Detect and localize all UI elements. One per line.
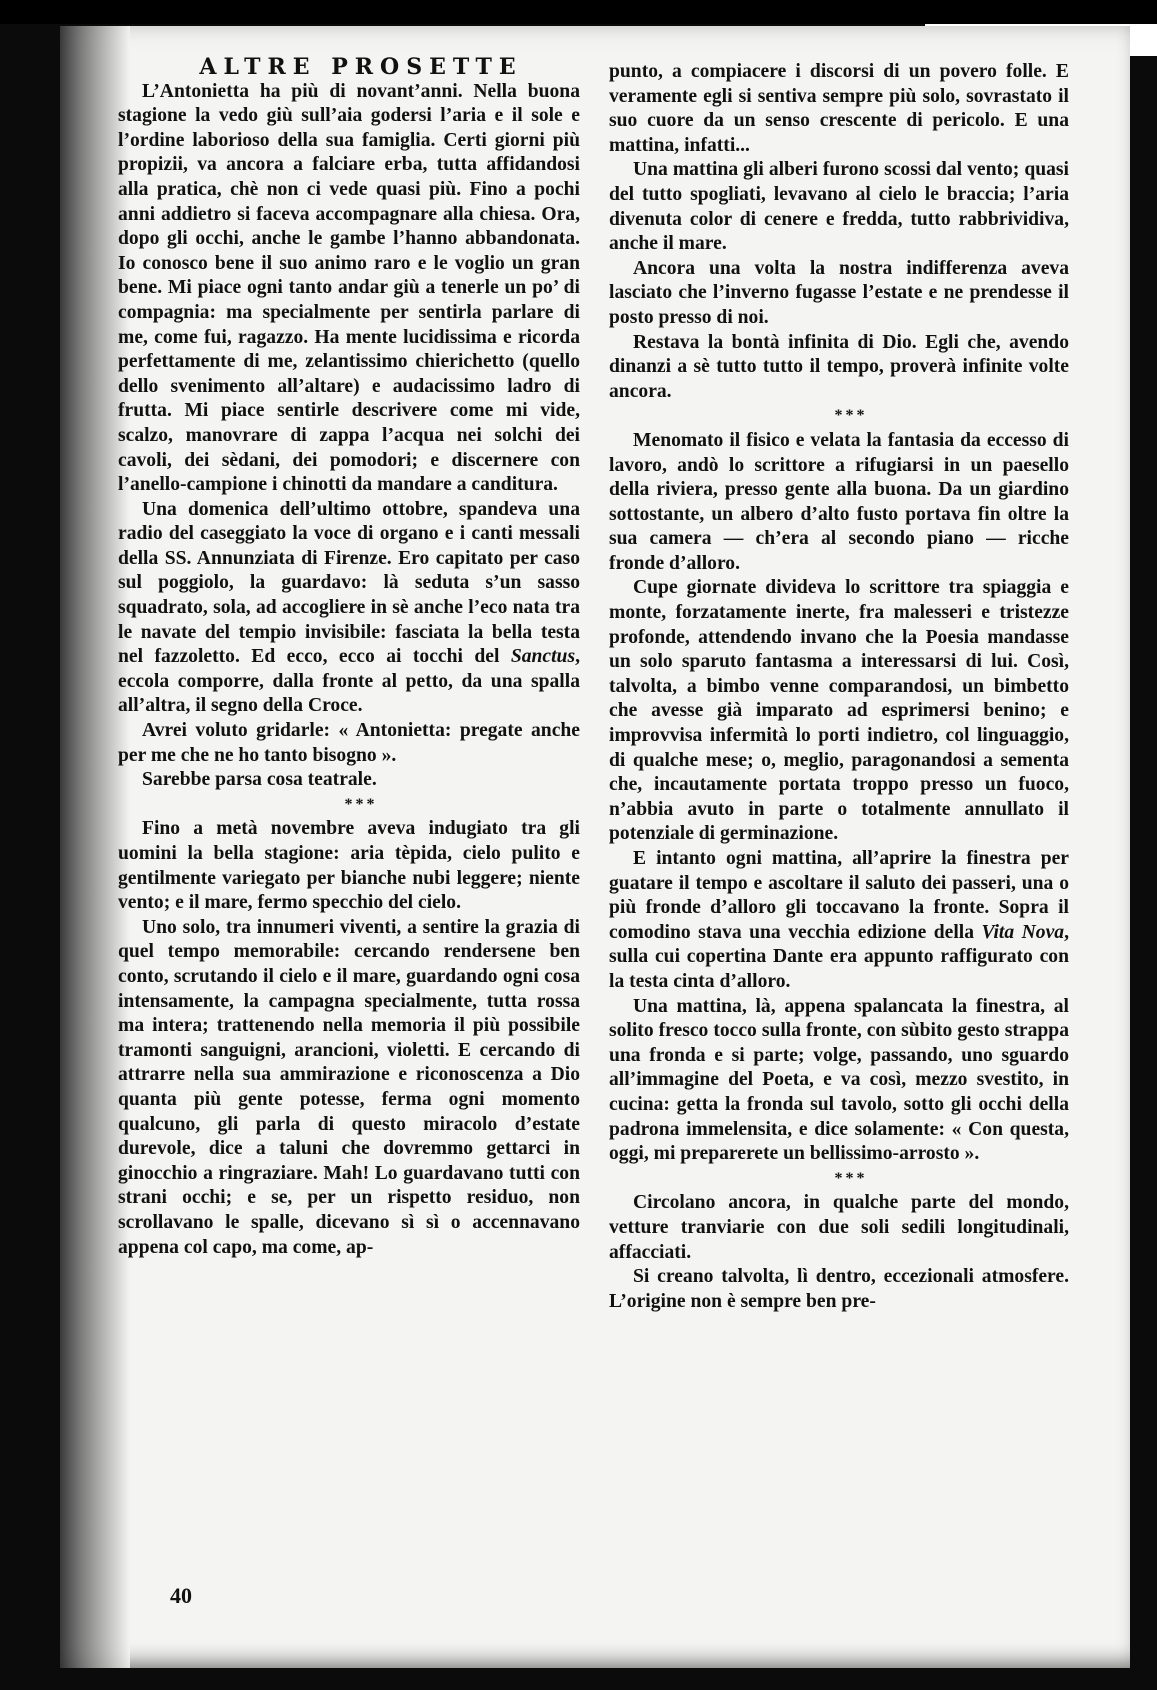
- italic-title: Sanctus: [510, 646, 576, 668]
- page-number: 40: [170, 1583, 192, 1608]
- paragraph-text: , eccola comporre, dalla fronte al petto, da una spalla all’altra, il segno della Croce.: [118, 646, 580, 717]
- paragraph: Una mattina gli alberi furono scossi dal vento; quasi del tutto spogliati, levavano al cielo le braccia; l’aria divenuta color di cenere e fredda, tutto rabbrividiva, anche il mare.: [609, 159, 1069, 255]
- paragraph: Ancora una volta la nostra indifferenza aveva lasciato che l’inverno fugasse l’estate e ne prendesse il posto presso di noi.: [609, 257, 1069, 328]
- paragraph: [118, 498, 580, 719]
- paragraph: Cupe giornate divideva lo scrittore tra spiaggia e monte, forzatamente inerte, fra malesseri e tristezze profonde, attendendo invano che la Poesia mandasse un solo sparuto fantasma a interessarsi di lui. Così, talvolta, a bimbo venne comparandosi, un bimbetto che avesse già imparato ad esprimersi benino; e improvvisa infermità lo porti indietro, col linguaggio, di qualche mese; o, meglio, paragonandosi a sementa che, incautamente portata troppo presso un fuoco, n’abbia avuto in parte o totalmente annullato il potenziale di germinazione.: [609, 577, 1069, 845]
- paragraph: L’Antonietta ha più di novant’anni. Nella buona stagione la vedo giù sull’aia godersi l’aria e il sole e l’ordine laborioso della sua famiglia. Certi giorni più propizii, va ancora a falciare erba, tutta affidandosi alla pratica, chè non ci vede quasi più. Fino a pochi anni addietro si faceva accompagnare alla chiesa. Ora, dopo gli occhi, anche le gambe l’hanno abbandonata. Io conosco bene il suo animo raro e le voglio un gran bene. Mi piace ogni tanto andar giù a tenerle un po’ di compagnia: ma specialmente per sentirla parlare di me, come fui, ragazzo. Ha mente lucidissima e ricorda perfettamente di me, zelantissimo chierichetto (quello dello svenimento all’altare) e audacissimo ladro di frutta. Mi piace sentirle descrivere come mi vide, scalzo, manovrare di zappa l’acqua nei solchi dei cavoli, dei sèdani, dei pomodori; e discernere con l’anello-campione i chinotti da mandare a canditura.: [118, 80, 580, 496]
- paragraph: Una mattina, là, appena spalancata la finestra, al solito fresco tocco sulla fronte, con sùbito gesto strappa una fronda e si parte; volge, passando, uno sguardo all’immagine del Poeta, e va così, mezzo svestito, in cucina: getta la fronda sul tavolo, sotto gli occhi della padrona immelensita, e dice solamente: « Con questa, oggi, mi preparerete un bellissimo-arrosto ».: [609, 995, 1069, 1165]
- paragraph-text: Una domenica dell’ultimo ottobre, spandeva una radio del caseggiato la voce di organo e i canti messali della SS. Annunziata di Firenze. Ero capitato per caso sul poggiolo, la guardavo: là seduta s’un sasso squadrato, sola, ad accogliere in sè anche l’eco nata tra le navate del tempio invisibile: fasciata la bella testa nel fazzoletto. Ed ecco, ecco ai tocchi del: [118, 498, 580, 668]
- paragraph: Menomato il fisico e velata la fantasia da eccesso di lavoro, andò lo scrittore a rifugiarsi in un paesello della riviera, presso gente alla buona. Da un giardino sottostante, un albero d’alto fusto portava fin oltre la sua camera — ch’era al secondo piano — ricche fronde d’alloro.: [609, 429, 1069, 574]
- scan-border-top: [0, 0, 1157, 24]
- paragraph: Fino a metà novembre aveva indugiato tra gli uomini la bella stagione: aria tèpida, cielo pulito e gentilmente variegato per bianche nubi leggere; niente vento; e il mare, fermo specchio del cielo.: [118, 818, 580, 914]
- left-column: [118, 55, 580, 1260]
- paragraph: Circolano ancora, in qualche parte del mondo, vetture tranviarie con due soli sedili longitudinali, affacciati.: [609, 1192, 1069, 1263]
- section-heading: ALTRE PROSETTE: [199, 54, 523, 80]
- paragraph-text: , sulla cui copertina Dante era appunto raffigurato con la testa cinta d’alloro.: [609, 921, 1069, 992]
- paragraph: Sarebbe parsa cosa teatrale.: [142, 769, 377, 791]
- section-separator: ***: [344, 795, 378, 813]
- paragraph: punto, a compiacere i discorsi di un povero folle. E veramente egli si sentiva sempre più solo, sovrastato il suo cuore da un senso crescente di pericolo. E una mattina, infatti...: [609, 61, 1069, 156]
- paragraph: [609, 847, 1069, 995]
- section-separator: ***: [834, 407, 868, 425]
- paragraph-text: E intanto ogni mattina, all’aprire la finestra per guatare il tempo e ascoltare il saluto dei passeri, una o più fronde d’alloro gli toccavano la fronte. Sopra il comodino stava una vecchia edizione della: [609, 848, 1069, 943]
- paragraph: Uno solo, tra innumeri viventi, a sentire la grazia di quel tempo memorabile: cercando rendersene ben conto, scrutando il cielo e il mare, guardando ogni cosa intensamente, la campagna specialmente, tutta rossa ma intera; trattenendo nella memoria il più possibile tramonti sanguigni, arancioni, violetti. E cercando di attrarre nella sua ammirazione e riconoscenza a Dio quanta più gente potesse, ferma ogni momento qualcuno, gli parla di questo miracolo d’estate durevole, dice a taluni che dovremmo gettarci in ginocchio a ringraziare. Mah! Lo guardavano tutti con strani occhi; e se, per un rispetto residuo, non scrollavano le spalle, dicevano sì sì o accennavano appena col capo, ma come, ap-: [118, 916, 580, 1258]
- paragraph: Avrei voluto gridarle: « Antonietta: pregate anche per me che ne ho tanto bisogno ».: [118, 720, 580, 766]
- italic-title: Vita Nova: [981, 921, 1065, 943]
- paragraph: Restava la bontà infinita di Dio. Egli che, avendo dinanzi a sè tutto tutto il tempo, proverà infinite volte ancora.: [609, 331, 1069, 402]
- paragraph: Si creano talvolta, lì dentro, eccezionali atmosfere. L’origine non è sempre ben pre-: [609, 1266, 1069, 1312]
- section-separator: ***: [834, 1169, 868, 1187]
- right-column: [609, 60, 1069, 1314]
